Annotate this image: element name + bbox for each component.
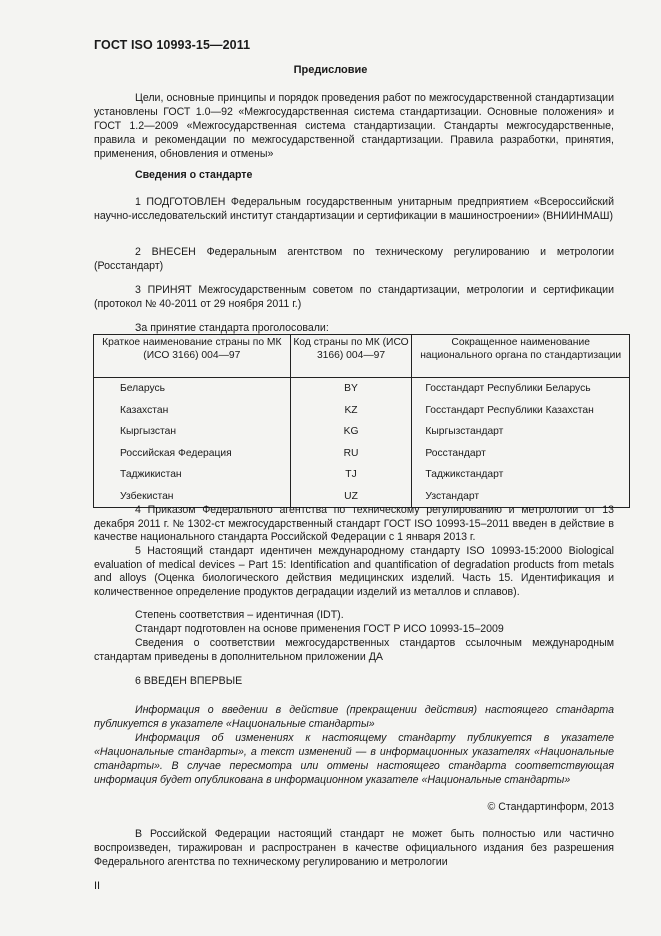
- vote-table-header-code: Код страны по МК (ИСО 3166) 004—97: [290, 335, 412, 378]
- code-cell: RU: [290, 443, 412, 465]
- item-4-order: 4 Приказом Федерального агентства по техническому регулированию и метрологии от 13 декабря 2011 г. № 1302-ст межгосударственный стандарт ГОСТ ISO 10993-15–2011 введен в действие в качестве национального стандарта Российской Федерации с 1 января 2013 г.: [94, 504, 614, 543]
- notice-introduction: Информация о введении в действие (прекращении действия) настоящего стандарта публикуется в указателе «Национальные стандарты»: [94, 704, 614, 730]
- item-3-adopted: 3 ПРИНЯТ Межгосударственным советом по стандартизации, метрологии и сертификации (протокол № 40-2011 от 29 ноября 2011 г.): [94, 284, 614, 310]
- copyright: © Стандартинформ, 2013: [487, 801, 614, 813]
- body-cell: Таджикстандарт: [412, 464, 630, 486]
- vote-table-header-row: [94, 335, 630, 378]
- document-code-header: ГОСТ ISO 10993-15—2011: [94, 38, 251, 52]
- page-number: II: [94, 880, 101, 892]
- voted-label: За принятие стандарта проголосовали:: [135, 322, 329, 334]
- page-title: Предисловие: [293, 64, 368, 76]
- country-cell: Казахстан: [94, 400, 291, 422]
- table-row: [94, 421, 630, 443]
- table-row: [94, 443, 630, 465]
- table-row: [94, 400, 630, 422]
- notice-changes: Информация об изменениях к настоящему стандарту публикуется в указателе «Национальные стандарты», а текст изменений — в информационных указателях «Национальные стандарты». В случае пересмотра или отмены настоящего стандарта соответствующая информация будет опубликована в информационном указателе «Национальные стандарты»: [94, 732, 614, 786]
- code-cell: KZ: [290, 400, 412, 422]
- item-1-prepared: 1 ПОДГОТОВЛЕН Федеральным государственным унитарным предприятием «Всероссийский научно-исследовательский институт стандартизации и сертификации в машиностроении» (ВНИИНМАШ): [94, 196, 614, 222]
- preface-intro: Цели, основные принципы и порядок проведения работ по межгосударственной стандартизации установлены ГОСТ 1.0—92 «Межгосударственная система стандартизации. Основные положения» и ГОСТ 1.2—2009 «Межгосударственная система стандартизации. Стандарты межгосударственные, правила и рекомендации по межгосударственной стандартизации. Правила разработки, принятия, применения, обновления и отмены»: [94, 92, 614, 160]
- item-6-first-introduced: 6 ВВЕДЕН ВПЕРВЫЕ: [135, 675, 243, 687]
- country-cell: Беларусь: [94, 378, 291, 400]
- item-5-references: Сведения о соответствии межгосударственных стандартов ссылочным международным стандартам приведены в дополнительном приложении ДА: [94, 637, 614, 663]
- country-cell: Кыргызстан: [94, 421, 291, 443]
- vote-table: [93, 334, 630, 508]
- legal-notice: В Российской Федерации настоящий стандарт не может быть полностью или частично воспроизведен, тиражирован и распространен в качестве официального издания без разрешения Федерального агентства по техническому регулированию и метрологии: [94, 828, 614, 868]
- item-5-identical: 5 Настоящий стандарт идентичен международному стандарту ISO 10993-15:2000 Biological evaluation of medical devices – Part 15: Identification and quantification of degradation products from metals and alloys (Оценка биологического действия медицинских изделий. Часть 15. Идентификация и количественное определение продуктов деградации изделий из металлов и сплавов).: [94, 545, 614, 598]
- body-cell: Госстандарт Республики Казахстан: [412, 400, 630, 422]
- body-cell: Госстандарт Республики Беларусь: [412, 378, 630, 400]
- code-cell: KG: [290, 421, 412, 443]
- body-cell: Кыргызстандарт: [412, 421, 630, 443]
- country-cell: Российская Федерация: [94, 443, 291, 465]
- country-cell: Таджикистан: [94, 464, 291, 486]
- code-cell: BY: [290, 378, 412, 400]
- item-2-submitted: 2 ВНЕСЕН Федеральным агентством по техническому регулированию и метрологии (Росстандарт): [94, 246, 614, 272]
- body-cell: Росстандарт: [412, 443, 630, 465]
- vote-table-header-body: Сокращенное наименование национального органа по стандартизации: [412, 335, 630, 378]
- country-cell: Узбекистан: [94, 486, 291, 508]
- body-cell: Узстандарт: [412, 486, 630, 508]
- code-cell: TJ: [290, 464, 412, 486]
- vote-table-header-country: Краткое наименование страны по МК (ИСО 3166) 004—97: [94, 335, 291, 378]
- table-row: [94, 464, 630, 486]
- item-5-degree: Степень соответствия – идентичная (IDT).: [135, 609, 344, 621]
- table-row: [94, 378, 630, 400]
- item-5-basis: Стандарт подготовлен на основе применения ГОСТ Р ИСО 10993-15–2009: [135, 623, 504, 635]
- info-heading: Сведения о стандарте: [135, 169, 253, 181]
- code-cell: UZ: [290, 486, 412, 508]
